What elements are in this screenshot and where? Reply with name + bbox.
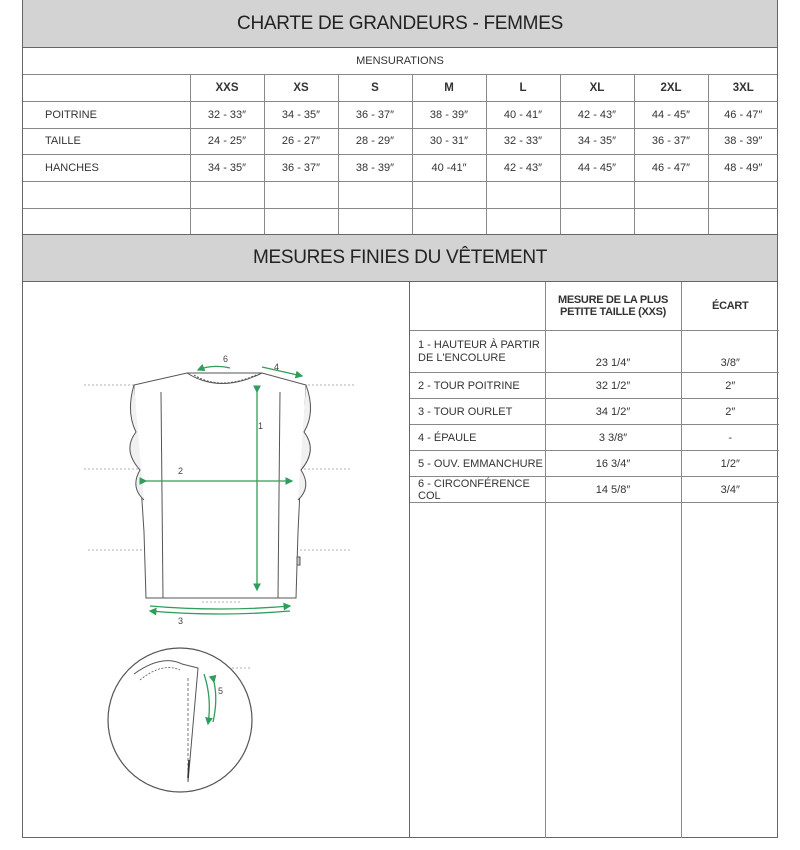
label-6: 6: [223, 354, 229, 364]
label-4: 4: [274, 362, 280, 372]
table-cell: [634, 182, 708, 209]
size-header: M: [412, 75, 486, 101]
measure-gap: 2″: [681, 399, 779, 425]
table-cell: 42 - 43″: [560, 101, 634, 128]
table-cell: 34 - 35″: [190, 155, 264, 182]
table-cell: 38 - 39″: [708, 128, 778, 155]
measure-gap: 3/4″: [681, 477, 779, 503]
measure-gap: 1/2″: [681, 451, 779, 477]
table-row: [410, 331, 779, 373]
table-cell: 28 - 29″: [338, 128, 412, 155]
measure-gap: 3/8″: [681, 331, 779, 373]
label-2: 2: [178, 466, 184, 476]
size-header: XXS: [190, 75, 264, 101]
table-cell: [190, 182, 264, 209]
table-cell: 36 - 37″: [264, 155, 338, 182]
size-header: S: [338, 75, 412, 101]
table-cell: [486, 208, 560, 234]
table-row: [23, 155, 778, 182]
label-3: 3: [178, 616, 184, 626]
measure-gap: -: [681, 425, 779, 451]
measure-label: 5 - OUV. EMMANCHURE: [410, 451, 545, 477]
table-row: [410, 477, 779, 503]
measure-value: 32 1/2″: [545, 373, 681, 399]
table-row: [410, 399, 779, 425]
table-cell: 32 - 33″: [190, 101, 264, 128]
table-cell: [190, 208, 264, 234]
measure-value: 23 1/4″: [545, 331, 681, 373]
label-1: 1: [258, 421, 264, 431]
finished-header-row: [410, 282, 779, 331]
size-header: XL: [560, 75, 634, 101]
finished-header-empty: [410, 282, 545, 331]
table-cell: 30 - 31″: [412, 128, 486, 155]
table-cell: [264, 208, 338, 234]
table-cell: [412, 182, 486, 209]
measure-value: 34 1/2″: [545, 399, 681, 425]
garment-diagram: [22, 282, 408, 838]
label-5: 5: [218, 686, 224, 696]
shirt-outline: [130, 373, 311, 598]
size-header-row: [23, 75, 778, 101]
table-cell: 38 - 39″: [338, 155, 412, 182]
table-cell: [708, 208, 778, 234]
table-row: [23, 101, 778, 128]
table-cell: [412, 208, 486, 234]
table-row-empty: [23, 182, 778, 209]
size-table: [23, 75, 778, 235]
table-cell: 40 -41″: [412, 155, 486, 182]
column-line: [681, 498, 682, 838]
table-cell: [560, 182, 634, 209]
table-cell: 46 - 47″: [708, 101, 778, 128]
table-cell: 34 - 35″: [560, 128, 634, 155]
measure-gap: 2″: [681, 373, 779, 399]
measure-label: 6 - CIRCONFÉRENCE COL: [410, 477, 545, 503]
finished-measurements-title: MESURES FINIES DU VÊTEMENT: [23, 234, 777, 282]
table-row-empty: [23, 208, 778, 234]
table-cell: 44 - 45″: [560, 155, 634, 182]
table-row: [410, 451, 779, 477]
table-cell: [708, 182, 778, 209]
table-cell: [560, 208, 634, 234]
row-label: POITRINE: [23, 101, 190, 128]
size-header: 2XL: [634, 75, 708, 101]
size-header-empty: [23, 75, 190, 101]
table-cell: [634, 208, 708, 234]
size-header: L: [486, 75, 560, 101]
table-cell: 32 - 33″: [486, 128, 560, 155]
table-cell: 34 - 35″: [264, 101, 338, 128]
table-cell: 36 - 37″: [634, 128, 708, 155]
header-smallest-size: MESURE DE LA PLUS PETITE TAILLE (XXS): [545, 282, 681, 331]
row-label: HANCHES: [23, 155, 190, 182]
table-cell: 44 - 45″: [634, 101, 708, 128]
measure-value: 14 5/8″: [545, 477, 681, 503]
size-header: 3XL: [708, 75, 778, 101]
table-cell: [486, 182, 560, 209]
table-row: [23, 128, 778, 155]
measure-value: 16 3/4″: [545, 451, 681, 477]
finished-measurements-table: [410, 282, 779, 503]
measure-value: 3 3/8″: [545, 425, 681, 451]
table-cell: 42 - 43″: [486, 155, 560, 182]
measure-label: 2 - TOUR POITRINE: [410, 373, 545, 399]
measurements-label: MENSURATIONS: [23, 48, 777, 75]
table-cell: [338, 182, 412, 209]
row-label: TAILLE: [23, 128, 190, 155]
table-cell: 36 - 37″: [338, 101, 412, 128]
table-cell: [264, 182, 338, 209]
table-cell: 38 - 39″: [412, 101, 486, 128]
size-chart-title: CHARTE DE GRANDEURS - FEMMES: [23, 0, 777, 48]
measure-label: 3 - TOUR OURLET: [410, 399, 545, 425]
table-row: [410, 425, 779, 451]
measure-label: 1 - HAUTEUR À PARTIR DE L'ENCOLURE: [410, 331, 545, 373]
header-gap: ÉCART: [681, 282, 779, 331]
table-cell: 46 - 47″: [634, 155, 708, 182]
table-cell: [23, 182, 190, 209]
table-cell: 24 - 25″: [190, 128, 264, 155]
table-cell: [23, 208, 190, 234]
table-cell: 26 - 27″: [264, 128, 338, 155]
table-row: [410, 373, 779, 399]
column-line: [545, 498, 546, 838]
armhole-detail-circle: [108, 648, 252, 792]
table-cell: 48 - 49″: [708, 155, 778, 182]
size-header: XS: [264, 75, 338, 101]
table-cell: 40 - 41″: [486, 101, 560, 128]
table-cell: [338, 208, 412, 234]
measure-label: 4 - ÉPAULE: [410, 425, 545, 451]
